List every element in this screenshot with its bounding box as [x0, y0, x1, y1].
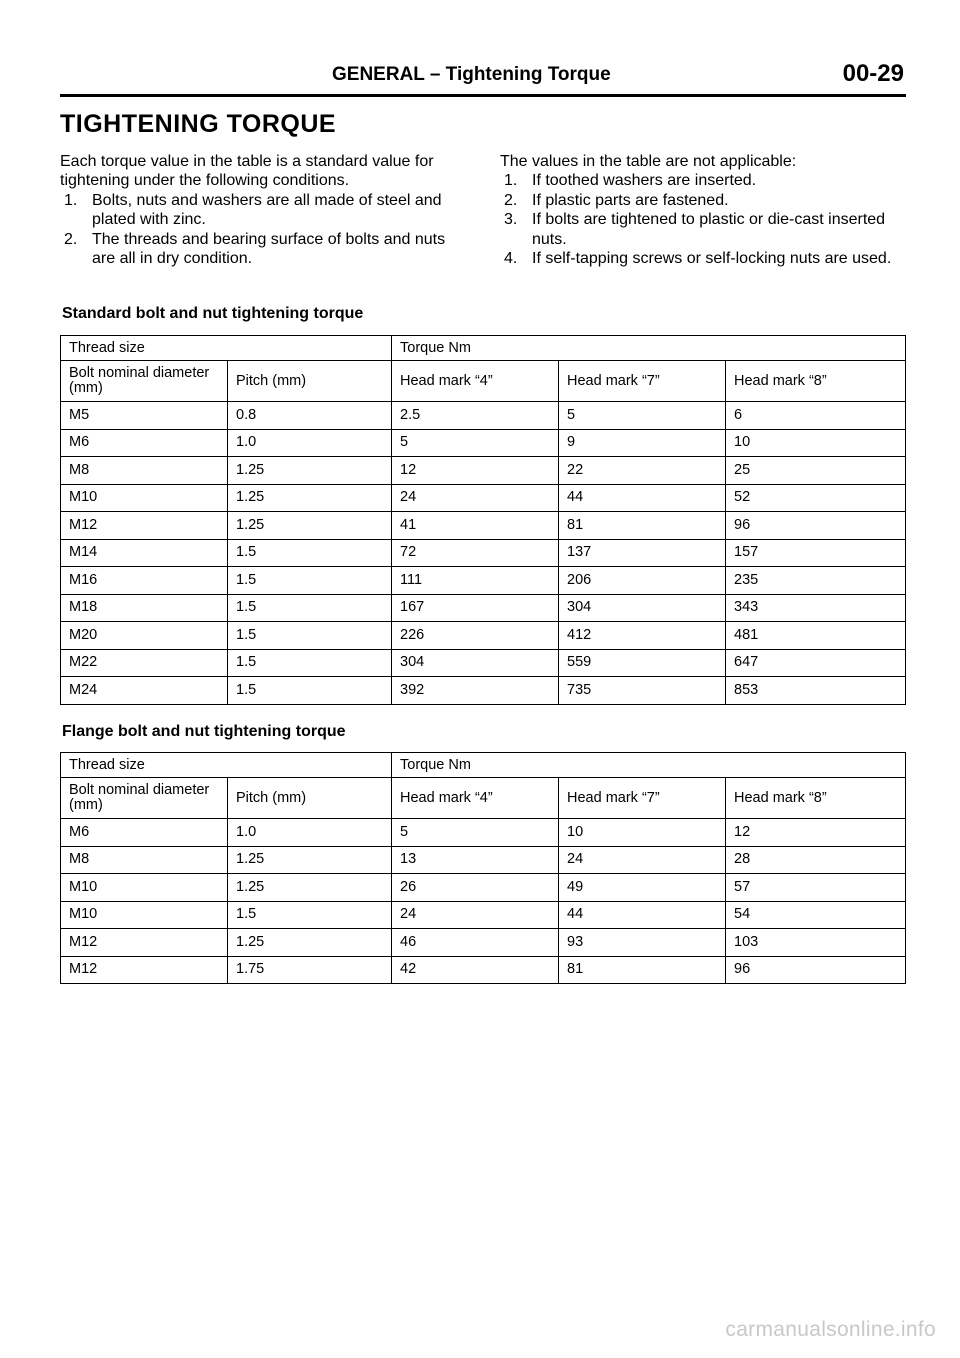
table-row [61, 484, 906, 512]
exceptions-intro: The values in the table are not applicable: [500, 153, 797, 170]
list-item-text: The threads and bearing surface of bolts and nuts are all in dry condition. [92, 230, 446, 268]
table-row [61, 874, 906, 902]
list-item [500, 171, 905, 190]
list-item [500, 191, 905, 210]
list-item-number: 2. [504, 191, 518, 209]
cell-head-mark-7: 22 [559, 457, 726, 485]
cell-head-mark-7: 93 [559, 929, 726, 957]
cell-head-mark-8: 25 [726, 457, 906, 485]
list-item [500, 210, 905, 249]
cell-pitch: 1.5 [228, 677, 392, 705]
cell-head-mark-8: 853 [726, 677, 906, 705]
cell-head-mark-7: 412 [559, 622, 726, 650]
column-header-head-mark-7: Head mark “7” [559, 778, 726, 819]
list-item-text: If bolts are tightened to plastic or die-cast inserted nuts. [532, 211, 886, 248]
cell-bolt-diameter: M22 [61, 649, 228, 677]
list-item [500, 249, 905, 268]
column-header-head-mark-7: Head mark “7” [559, 361, 726, 402]
cell-head-mark-7: 44 [559, 901, 726, 929]
table-row [61, 819, 906, 847]
cell-head-mark-4: 167 [392, 594, 559, 622]
table-row [61, 622, 906, 650]
cell-bolt-diameter: M8 [61, 846, 228, 874]
table-header-row [61, 336, 906, 361]
cell-bolt-diameter: M10 [61, 484, 228, 512]
cell-pitch: 1.0 [228, 819, 392, 847]
cell-pitch: 1.0 [228, 429, 392, 457]
column-header-bolt-diameter: Bolt nominal diameter (mm) [61, 361, 228, 402]
cell-head-mark-4: 111 [392, 567, 559, 595]
cell-head-mark-7: 24 [559, 846, 726, 874]
cell-head-mark-4: 26 [392, 874, 559, 902]
cell-head-mark-8: 96 [726, 956, 906, 984]
cell-head-mark-8: 6 [726, 402, 906, 430]
cell-pitch: 1.75 [228, 956, 392, 984]
cell-head-mark-4: 5 [392, 429, 559, 457]
list-item-number: 2. [64, 230, 78, 248]
cell-bolt-diameter: M16 [61, 567, 228, 595]
column-header-head-mark-8: Head mark “8” [726, 778, 906, 819]
cell-head-mark-8: 28 [726, 846, 906, 874]
cell-pitch: 1.25 [228, 484, 392, 512]
flange-table-title: Flange bolt and nut tightening torque [62, 723, 346, 740]
cell-head-mark-4: 24 [392, 484, 559, 512]
list-item [60, 191, 470, 230]
cell-head-mark-8: 343 [726, 594, 906, 622]
column-header-bolt-diameter: Bolt nominal diameter (mm) [61, 778, 228, 819]
cell-head-mark-4: 392 [392, 677, 559, 705]
cell-head-mark-7: 81 [559, 512, 726, 540]
table-row [61, 512, 906, 540]
cell-head-mark-8: 96 [726, 512, 906, 540]
list-item-number: 1. [64, 191, 78, 209]
table-row [61, 402, 906, 430]
table-row [61, 956, 906, 984]
cell-pitch: 1.5 [228, 901, 392, 929]
cell-pitch: 1.5 [228, 567, 392, 595]
cell-head-mark-4: 41 [392, 512, 559, 540]
cell-pitch: 1.5 [228, 594, 392, 622]
cell-head-mark-4: 226 [392, 622, 559, 650]
table-header-row [61, 361, 906, 402]
cell-head-mark-4: 13 [392, 846, 559, 874]
conditions-list [60, 191, 470, 269]
page-header [60, 60, 906, 97]
exceptions-column [500, 152, 905, 268]
cell-head-mark-4: 5 [392, 819, 559, 847]
cell-head-mark-4: 24 [392, 901, 559, 929]
conditions-intro: Each torque value in the table is a standard value for tightening under the following conditions. [60, 153, 434, 190]
cell-head-mark-7: 10 [559, 819, 726, 847]
table-row [61, 457, 906, 485]
cell-head-mark-4: 42 [392, 956, 559, 984]
list-item-number: 3. [504, 211, 518, 229]
standard-table-title: Standard bolt and nut tightening torque [62, 305, 364, 322]
list-item-text: If self-tapping screws or self-locking nuts are used. [532, 250, 892, 268]
cell-head-mark-7: 81 [559, 956, 726, 984]
cell-head-mark-8: 52 [726, 484, 906, 512]
cell-head-mark-7: 206 [559, 567, 726, 595]
table-row [61, 649, 906, 677]
cell-head-mark-8: 10 [726, 429, 906, 457]
cell-head-mark-7: 137 [559, 539, 726, 567]
cell-head-mark-4: 12 [392, 457, 559, 485]
cell-pitch: 1.25 [228, 846, 392, 874]
thread-size-header: Thread size [61, 336, 392, 361]
cell-bolt-diameter: M12 [61, 956, 228, 984]
cell-bolt-diameter: M24 [61, 677, 228, 705]
cell-head-mark-7: 5 [559, 402, 726, 430]
thread-size-header: Thread size [61, 753, 392, 778]
cell-head-mark-8: 481 [726, 622, 906, 650]
table-row [61, 429, 906, 457]
page-number: 00-29 [842, 60, 904, 87]
torque-header: Torque Nm [392, 753, 906, 778]
list-item-number: 1. [504, 172, 518, 190]
cell-bolt-diameter: M20 [61, 622, 228, 650]
table-row [61, 846, 906, 874]
cell-head-mark-7: 9 [559, 429, 726, 457]
cell-bolt-diameter: M18 [61, 594, 228, 622]
cell-head-mark-8: 103 [726, 929, 906, 957]
cell-head-mark-7: 49 [559, 874, 726, 902]
cell-head-mark-4: 304 [392, 649, 559, 677]
page-title: TIGHTENING TORQUE [60, 110, 337, 138]
table-header-row [61, 778, 906, 819]
list-item-text: If plastic parts are fastened. [532, 191, 729, 209]
flange-torque-table [60, 752, 906, 984]
column-header-pitch: Pitch (mm) [228, 778, 392, 819]
cell-pitch: 1.25 [228, 457, 392, 485]
table-header-row [61, 753, 906, 778]
list-item-text: If toothed washers are inserted. [532, 172, 757, 190]
cell-bolt-diameter: M6 [61, 819, 228, 847]
cell-head-mark-8: 157 [726, 539, 906, 567]
table-row [61, 929, 906, 957]
cell-pitch: 1.5 [228, 622, 392, 650]
table-row [61, 677, 906, 705]
cell-head-mark-7: 735 [559, 677, 726, 705]
column-header-head-mark-8: Head mark “8” [726, 361, 906, 402]
cell-head-mark-8: 235 [726, 567, 906, 595]
column-header-head-mark-4: Head mark “4” [392, 361, 559, 402]
table-row [61, 594, 906, 622]
cell-pitch: 1.25 [228, 929, 392, 957]
cell-bolt-diameter: M10 [61, 901, 228, 929]
conditions-column [60, 152, 470, 268]
cell-bolt-diameter: M8 [61, 457, 228, 485]
cell-head-mark-8: 54 [726, 901, 906, 929]
cell-bolt-diameter: M5 [61, 402, 228, 430]
cell-head-mark-7: 559 [559, 649, 726, 677]
cell-pitch: 1.25 [228, 512, 392, 540]
cell-head-mark-7: 44 [559, 484, 726, 512]
cell-bolt-diameter: M10 [61, 874, 228, 902]
column-header-pitch: Pitch (mm) [228, 361, 392, 402]
table-row [61, 567, 906, 595]
cell-bolt-diameter: M6 [61, 429, 228, 457]
cell-head-mark-4: 72 [392, 539, 559, 567]
header-title: GENERAL – Tightening Torque [332, 64, 611, 85]
standard-torque-table [60, 335, 906, 705]
torque-header: Torque Nm [392, 336, 906, 361]
table-row [61, 539, 906, 567]
cell-bolt-diameter: M14 [61, 539, 228, 567]
table-row [61, 901, 906, 929]
cell-head-mark-8: 647 [726, 649, 906, 677]
cell-head-mark-4: 2.5 [392, 402, 559, 430]
exceptions-list [500, 171, 905, 268]
cell-head-mark-7: 304 [559, 594, 726, 622]
cell-bolt-diameter: M12 [61, 929, 228, 957]
cell-head-mark-8: 57 [726, 874, 906, 902]
cell-pitch: 1.5 [228, 649, 392, 677]
cell-bolt-diameter: M12 [61, 512, 228, 540]
list-item [60, 230, 470, 269]
cell-head-mark-4: 46 [392, 929, 559, 957]
cell-pitch: 0.8 [228, 402, 392, 430]
list-item-text: Bolts, nuts and washers are all made of steel and plated with zinc. [92, 191, 442, 229]
cell-head-mark-8: 12 [726, 819, 906, 847]
list-item-number: 4. [504, 250, 518, 268]
watermark: carmanualsonline.info [725, 1318, 936, 1341]
column-header-head-mark-4: Head mark “4” [392, 778, 559, 819]
cell-pitch: 1.5 [228, 539, 392, 567]
cell-pitch: 1.25 [228, 874, 392, 902]
